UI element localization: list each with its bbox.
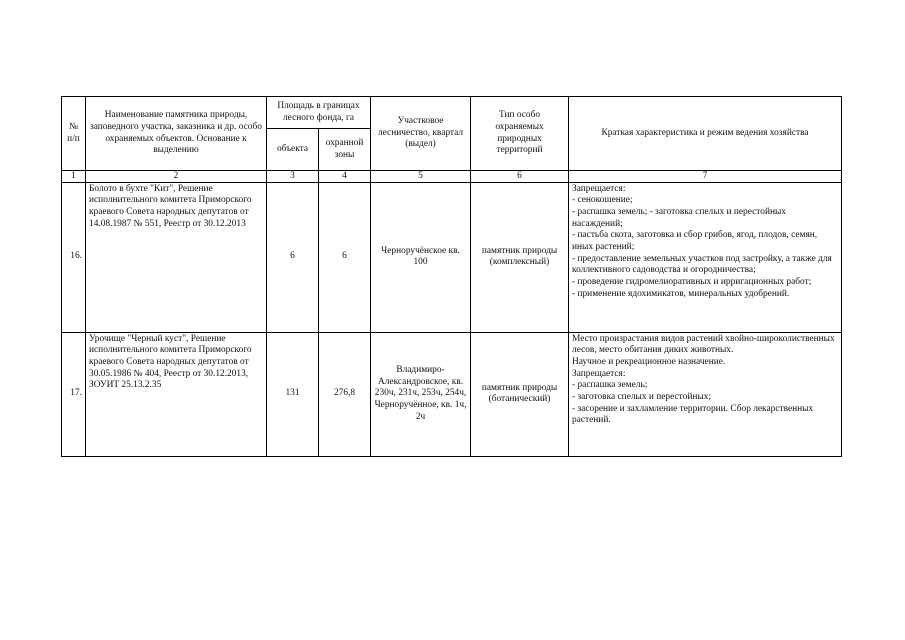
column-number: 6 [471, 171, 569, 183]
table-row [62, 332, 842, 456]
header-number: № п/п [62, 97, 86, 171]
row-number: 16. [62, 182, 86, 332]
column-number: 3 [267, 171, 319, 183]
column-number-row [62, 171, 842, 183]
header-type: Тип особо охраняемых природных территорий [471, 97, 569, 171]
forest-protected-areas-table [61, 96, 842, 457]
area-object: 131 [267, 332, 319, 456]
area-zone: 6 [319, 182, 371, 332]
column-number: 1 [62, 171, 86, 183]
territory-type: памятник природы (комплексный) [471, 182, 569, 332]
description-line: - сенокошение; [572, 195, 633, 206]
description-line: Научное и рекреационное назначение. [572, 357, 726, 368]
row-number: 17. [62, 332, 86, 456]
column-number: 4 [319, 171, 371, 183]
description-line: Место произрастания видов растений хвойно-широколиственных лесов, место обитания диких животных. [572, 333, 835, 356]
area-zone: 276,8 [319, 332, 371, 456]
area-object: 6 [267, 182, 319, 332]
description-line: Запрещается: [572, 183, 626, 194]
description [569, 332, 842, 456]
header-forestry: Участковое лесничество, квартал (выдел) [371, 97, 471, 171]
description-line: - заготовка спелых и перестойных; [572, 392, 711, 403]
column-number: 2 [86, 171, 267, 183]
object-name: Урочище "Черный куст", Решение исполнительного комитета Приморского краевого Совета народных депутатов от 30.05.1986 № 404, Реестр от 30.12.2013, ЗОУИТ 25.13.2.35 [86, 332, 267, 456]
forestry-quarter: Черноручёнское кв. 100 [371, 182, 471, 332]
territory-type: памятник природы (ботанический) [471, 332, 569, 456]
description-line: Запрещается: [572, 368, 626, 379]
description-line: - засорение и захламление территории. Сбор лекарственных растений. [572, 403, 814, 426]
description-line: - проведение гидромелиоративных и ирригационных работ; [572, 277, 812, 288]
description-line: - применение ядохимикатов, минеральных удобрений. [572, 288, 790, 299]
description-line: - предоставление земельных участков под застройку, а также для коллективного садоводства и огородничества; [572, 253, 832, 276]
description [569, 182, 842, 332]
header-name: Наименование памятника природы, заповедного участка, заказника и др. особо охраняемых объектов. Основание к выделению [86, 97, 267, 171]
forestry-quarter: Владимиро-Александровское, кв. 230ч, 231ч, 253ч, 254ч, Черноручённое, кв. 1ч, 2ч [371, 332, 471, 456]
table-row [62, 182, 842, 332]
column-number: 5 [371, 171, 471, 183]
object-name: Болото в бухте "Кит", Решение исполнительного комитета Приморского краевого Совета народных депутатов от 14.08.1987 № 551, Реестр от 30.12.2013 [86, 182, 267, 332]
header-area-zone: охранной зоны [319, 129, 371, 171]
column-number: 7 [569, 171, 842, 183]
description-line: - распашка земель; - заготовка спелых и перестойных насаждений; [572, 207, 786, 229]
header-area: Площадь в границах лесного фонда, га [267, 97, 371, 129]
description-line: - распашка земель; [572, 380, 648, 391]
header-area-object: объекта [267, 129, 319, 171]
description-line: - пастьба скота, заготовка и сбор грибов, ягод, плодов, семян, иных растений; [572, 230, 818, 253]
header-description: Краткая характеристика и режим ведения хозяйства [569, 97, 842, 171]
